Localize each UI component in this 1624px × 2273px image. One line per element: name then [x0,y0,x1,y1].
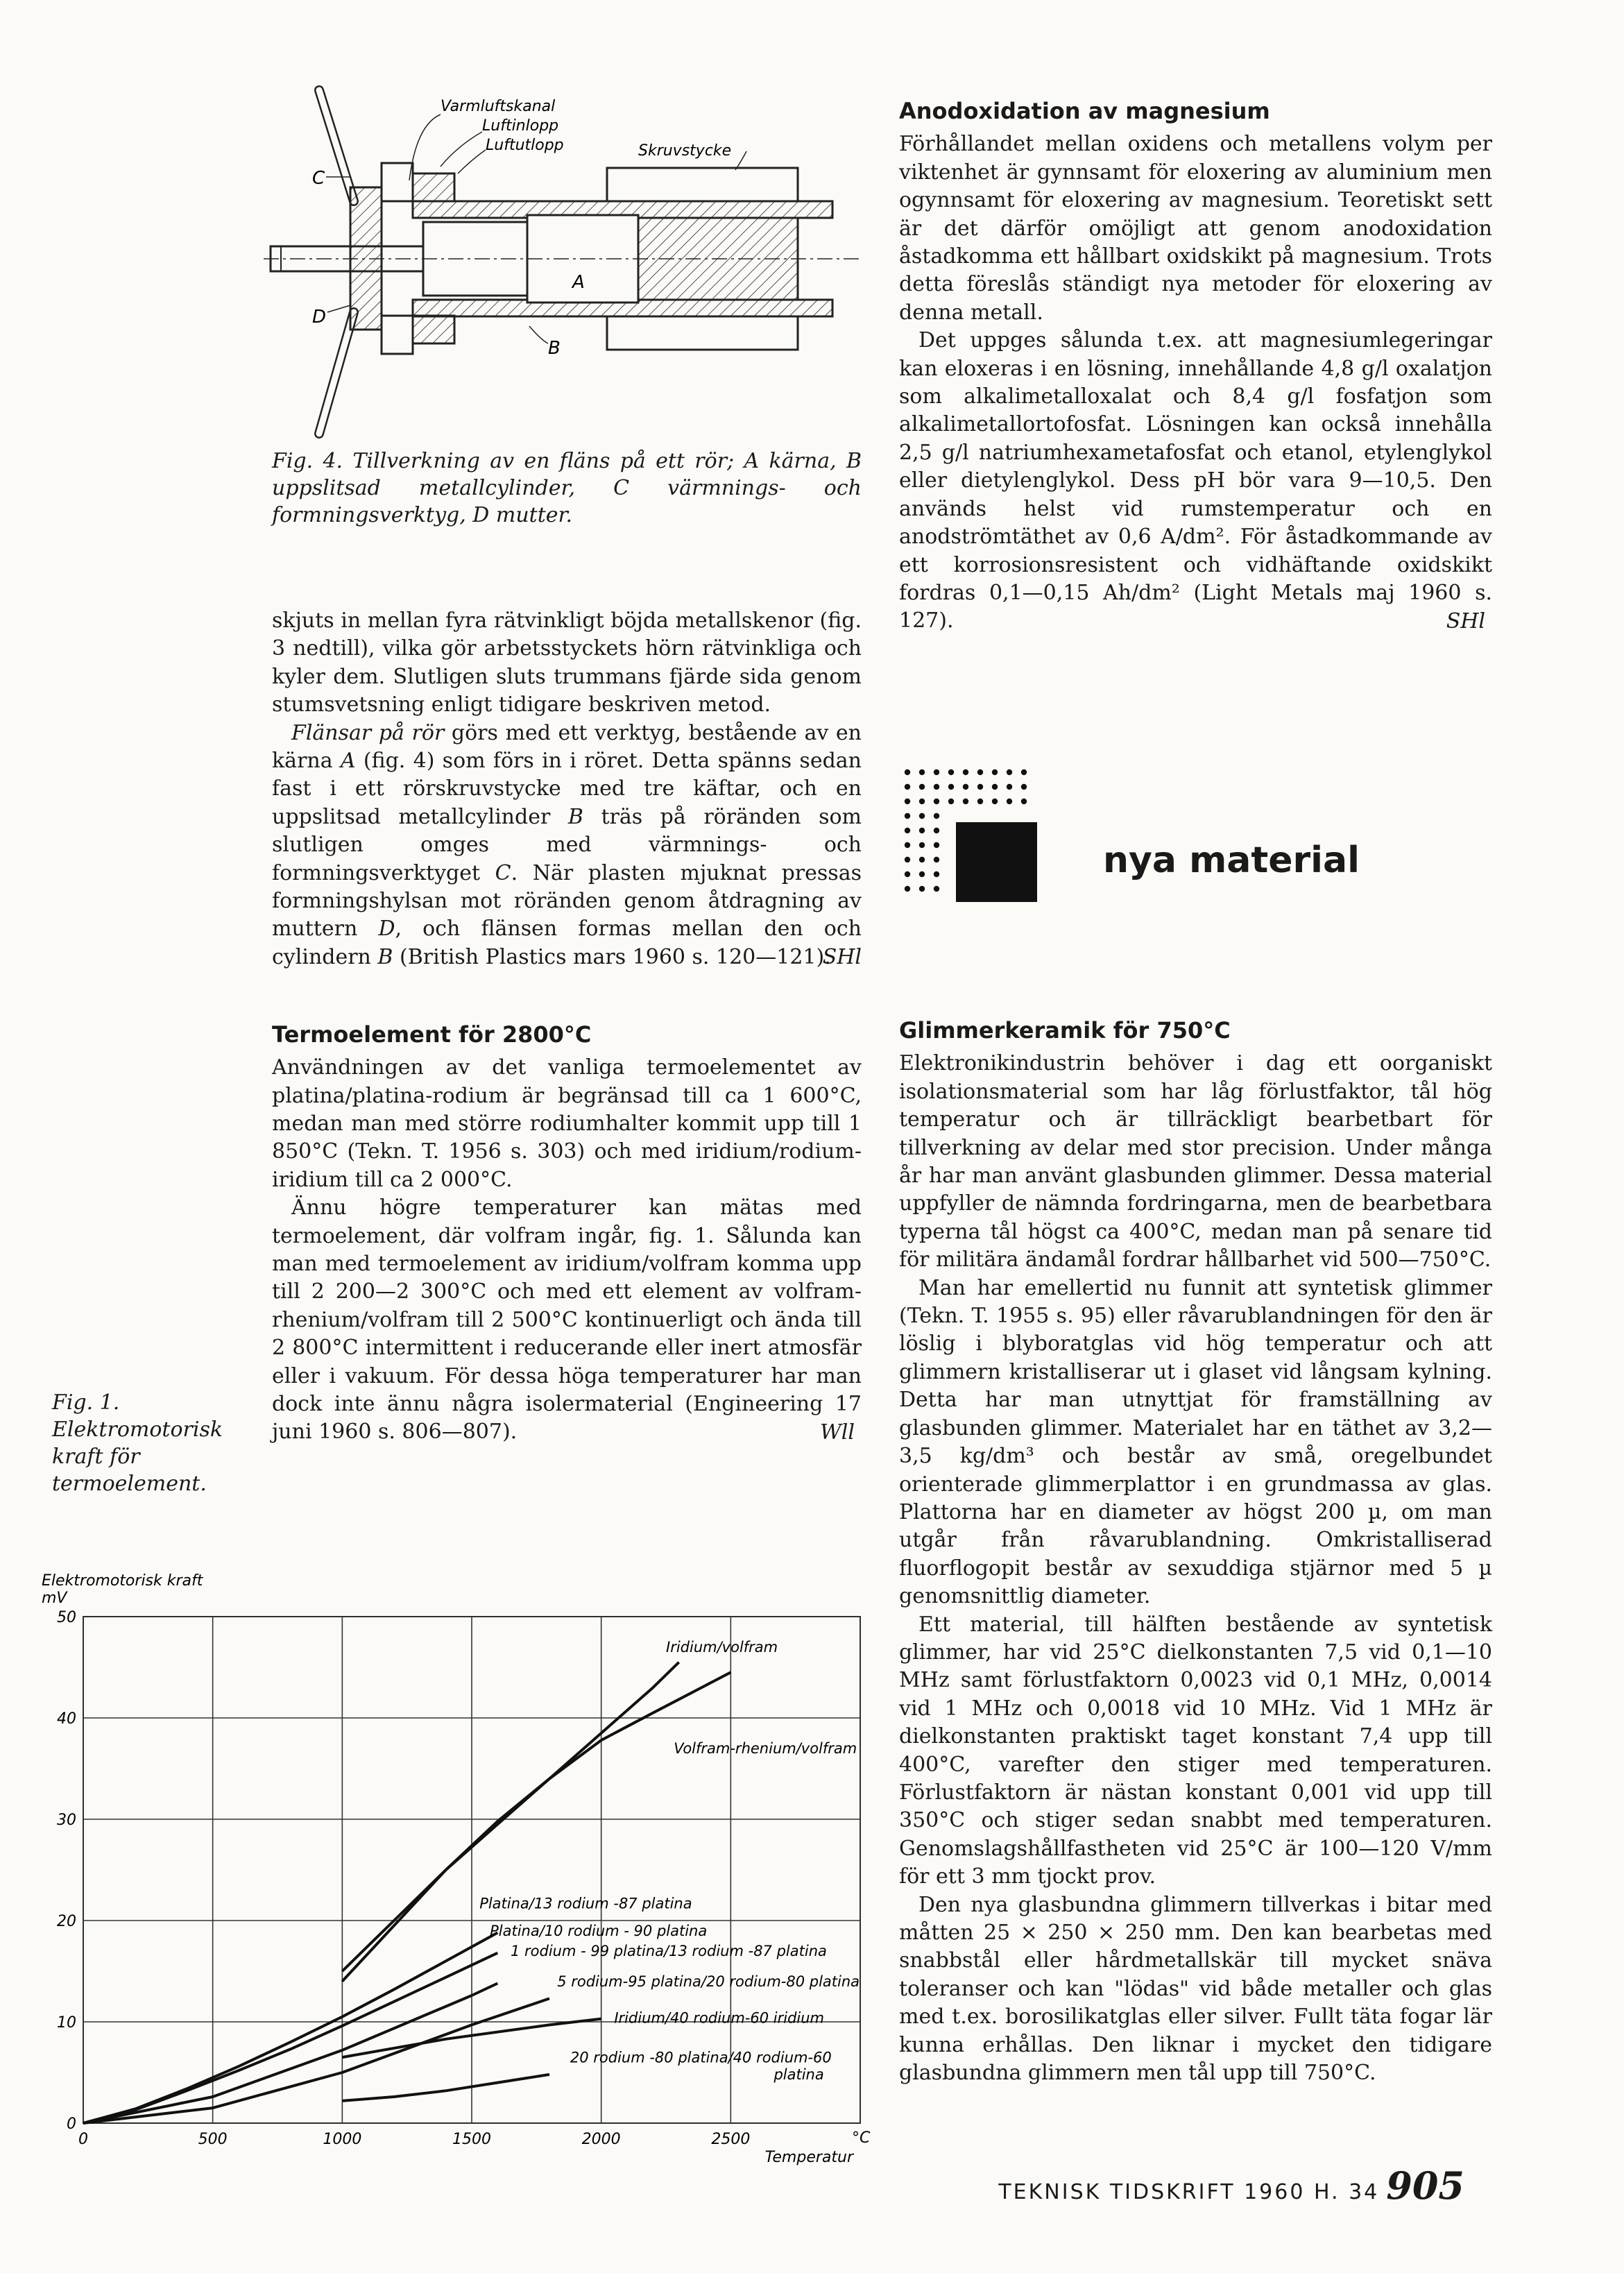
x-tick-label: 1000 [323,2131,362,2148]
label-rd20b: platina [773,2066,824,2084]
p2-part-c: träs på röränden som slutligen omges med värmnings- och formningsverktyget [272,804,862,885]
y-tick-label: 10 [57,2014,76,2032]
p2-letter-b2: B [377,944,393,969]
fig4-drawing [257,83,867,444]
x-tick-label: 0 [78,2131,88,2148]
footer-journal: TEKNISK TIDSKRIFT 1960 H. 34 [998,2180,1380,2204]
termo-paragraph-2: Ännu högre temperaturer kan mätas med termoelement, där volfram ingår, fig. 1. Sålunda kan man med termoelement av iridium/volfram komma upp till 2 200—2 300°C och med ett element av volfram-rhenium/volfram till 2 500°C kontinuerligt och ända till 2 800°C intermittent i reducerande eller inert atmosfär eller i vakuum. För dessa höga temperaturer har man dock inte ännu några isolermaterial (Engineering 17 juni 1960 s. 806—807). [272,1195,862,1445]
fig4-label-luftinlopp: Luftinlopp [482,117,559,135]
p2-letter-c: C [495,860,511,885]
p2-part-d: . När plasten mjuknat pressas formningshylsan mot röränden genom åtdragning av muttern [272,860,862,942]
left-column [272,607,862,1447]
fig4-label-a: A [572,272,585,293]
fig4-caption: Fig. 4. Tillverkning av en fläns på ett rör; A kärna, B uppslitsad metallcylinder, C värmnings- och formningsverktyg, D mutter. [272,449,862,527]
y-axis-label: Elektromotorisk kraft [42,1572,203,1590]
page-footer [998,2163,1464,2208]
series-line-5 [83,1984,497,2124]
label-volfram-rhenium: Volfram-rhenium/volfram [674,1740,857,1757]
termo-heading: Termoelement för 2800°C [272,1021,592,1048]
left-paragraph-2 [272,720,862,972]
p2-part-a: görs med ett verktyg, bestående av en kärna [272,720,862,774]
label-rd5: 5 rodium-95 platina/20 rodium-80 platina [557,1973,860,1990]
flansar-lead: Flänsar på rör [291,720,445,745]
label-iridium-volfram: Iridium/volfram [666,1639,778,1656]
fig4-label-d: D [312,307,327,327]
series-line-8 [342,2075,549,2101]
y-tick-label: 50 [57,1609,76,1626]
termo-signature: Wll [819,1420,855,1445]
fig4-label-luftutlopp: Luftutlopp [486,137,564,154]
x-tick-label: 1500 [452,2131,491,2148]
right-column-top [899,97,1492,636]
x-axis-unit: °C [852,2129,871,2147]
fig1-caption: Fig. 1. Elektromotorisk kraft för termoelement. [52,1390,223,1496]
glimmer-paragraph-2: Man har emellertid nu funnit att syntetisk glimmer (Tekn. T. 1955 s. 95) eller råvarublandningen för den är löslig i blyboratglas vid hög temperatur och att glimmern kristalliserar ut i glaset vid långsam kylning. Detta har man utnyttjat för framställning av glasbunden glimmer. Materialet har en täthet av 3,2—3,5 kg/dm³ och består av små, oregelbundet orienterade glimmerplattor i en grundmassa av glas. Plattorna har en diameter av högst 200 µ, om man utgår från råvarublandning. Omkristalliserad fluorflogopit består av sexuddiga stjärnor med 5 µ genomsnittlig diameter. [899,1275,1492,1609]
glimmer-heading: Glimmerkeramik för 750°C [899,1017,1231,1044]
section-logo-icon [902,767,1041,905]
label-rd20a: 20 rodium -80 platina/40 rodium-60 [570,2049,832,2066]
glimmer-paragraph-4: Den nya glasbundna glimmern tillverkas i bitar med måtten 25 × 250 × 250 mm. Den kan bearbetas med snabbstål eller hårdmetallskär till mycket snäva toleranser och kan "lödas" vid både metaller och glas med t.ex. borosilikatglas eller silver. Fullt täta fogar lär kunna erhållas. Den liknar i mycket den tidigare glasbundna glimmern men tål upp till 750°C. [899,1892,1492,2086]
anod-signature: SHl [1446,608,1485,633]
p2-letter-b: B [567,804,583,829]
left-paragraph-1: skjuts in mellan fyra rätvinkligt böjda metallskenor (fig. 3 nedtill), vilka gör arbetsstyckets hörn rätvinkliga och kyler dem. Slutligen sluts trummans fjärde sida genom stumsvetsning enligt tidigare beskriven metod. [272,608,862,717]
anod-paragraph-2: Det uppges sålunda t.ex. att magnesiumlegeringar kan eloxeras i en lösning, innehållande 4,8 g/l oxalatjon som alkalimetalloxalat och 8,4 g/l fosfatjon som alkalimetallortofosfat. Lösningen kan också innehålla 2,5 g/l natriumhexametafosfat och etanol, etylenglykol eller dietylenglykol. Dess pH bör vara 9—10,5. Den används helst vid rumstemperatur och en anodströmtäthet av 0,6 A/dm². För åstadkommande av ett korrosionsresistent och vidhäftande oxidskikt fordras 0,1—0,15 Ah/dm² (Light Metals maj 1960 s. 127). [899,328,1492,633]
p2-letter-a: A [340,749,356,774]
label-pt13: Platina/13 rodium -87 platina [479,1895,692,1912]
page-number: 905 [1386,2163,1464,2208]
y-tick-label: 0 [67,2115,76,2133]
x-tick-label: 2500 [711,2131,751,2148]
anod-heading: Anodoxidation av magnesium [899,98,1270,124]
section-title: nya material [1103,840,1360,881]
fig4-label-c: C [312,168,325,189]
p2-part-e: , och flänsen formas mellan den och cylindern [272,917,862,969]
glimmer-paragraph-3: Ett material, till hälften bestående av syntetisk glimmer, har vid 25°C dielkonstanten 7,5 vid 0,1—10 MHz samt förlustfaktorn 0,0023 vid 0,1 MHz, 0,0014 vid 1 MHz och 0,0018 vid 10 MHz. Vid 1 MHz är dielkonstanten praktiskt taget konstant 7,4 upp till 400°C, varefter den stiger med temperaturen. Förlustfaktorn är nästan konstant 0,001 vid upp till 350°C och stiger sedan snabbt med temperaturen. Genomslagshållfastheten vid 25°C är 100—120 V/mm för ett 3 mm tjockt prov. [899,1612,1492,1889]
y-tick-label: 40 [57,1710,76,1728]
left-signature: SHl [822,945,862,970]
y-tick-label: 20 [57,1913,76,1930]
p2-part-f: (British Plastics mars 1960 s. 120—121). [393,944,831,969]
glimmer-paragraph-1: Elektronikindustrin behöver i dag ett oorganiskt isolationsmaterial som har låg förlustfaktor, tål hög temperatur och är tillräckligt bearbetbart för tillverkning av delar med stor precision. Under många år har man använt glasbunden glimmer. Dessa material uppfyller de nämnda fordringarna, men de bearbetbara typerna tål högst ca 400°C, medan man på senare tid för militära ändamål fordrar hållbarhet vid 500—750°C. [899,1051,1492,1272]
y-tick-label: 30 [57,1812,76,1829]
fig4-label-skruvstycke: Skruvstycke [638,142,732,160]
y-axis-unit: mV [42,1590,67,1607]
label-pt10: Platina/10 rodium - 90 platina [490,1922,708,1939]
x-tick-label: 500 [198,2131,228,2148]
x-tick-label: 2000 [581,2131,621,2148]
right-column-bottom [899,1016,1492,2087]
termo-paragraph-1: Användningen av det vanliga termoelementet av platina/platina-rodium är begränsad till ca 1 600°C, medan man med större rodiumhalter kommit upp till 1 850°C (Tekn. T. 1956 s. 303) och med iridium/rodium-iridium till ca 2 000°C. [272,1055,862,1192]
fig4-label-varmluftskanal: Varmluftskanal [441,98,556,115]
fig1-chart [42,1565,874,2175]
p2-letter-d: D [378,917,395,942]
label-ir40: Iridium/40 rodium-60 iridium [614,2009,825,2027]
anod-paragraph-1: Förhållandet mellan oxidens och metallens volym per viktenhet är gynnsamt för eloxering av aluminium men ogynnsamt för eloxering av magnesium. Teoretiskt sett är det därför omöjligt att genom anodoxidation åstadkomma ett hållbart oxidskikt på magnesium. Trots detta föreslås ständigt nya metoder för eloxering av denna metall. [899,132,1492,325]
label-rd1: 1 rodium - 99 platina/13 rodium -87 platina [511,1943,827,1960]
x-axis-label: Temperatur [764,2149,853,2166]
fig4-label-b: B [548,338,561,359]
series-line-3 [83,1933,497,2124]
p2-part-b: (fig. 4) som förs in i röret. Detta spänns sedan fast i ett rörskruvstycke med tre käftar, och en uppslitsad metallcylinder [272,749,862,829]
